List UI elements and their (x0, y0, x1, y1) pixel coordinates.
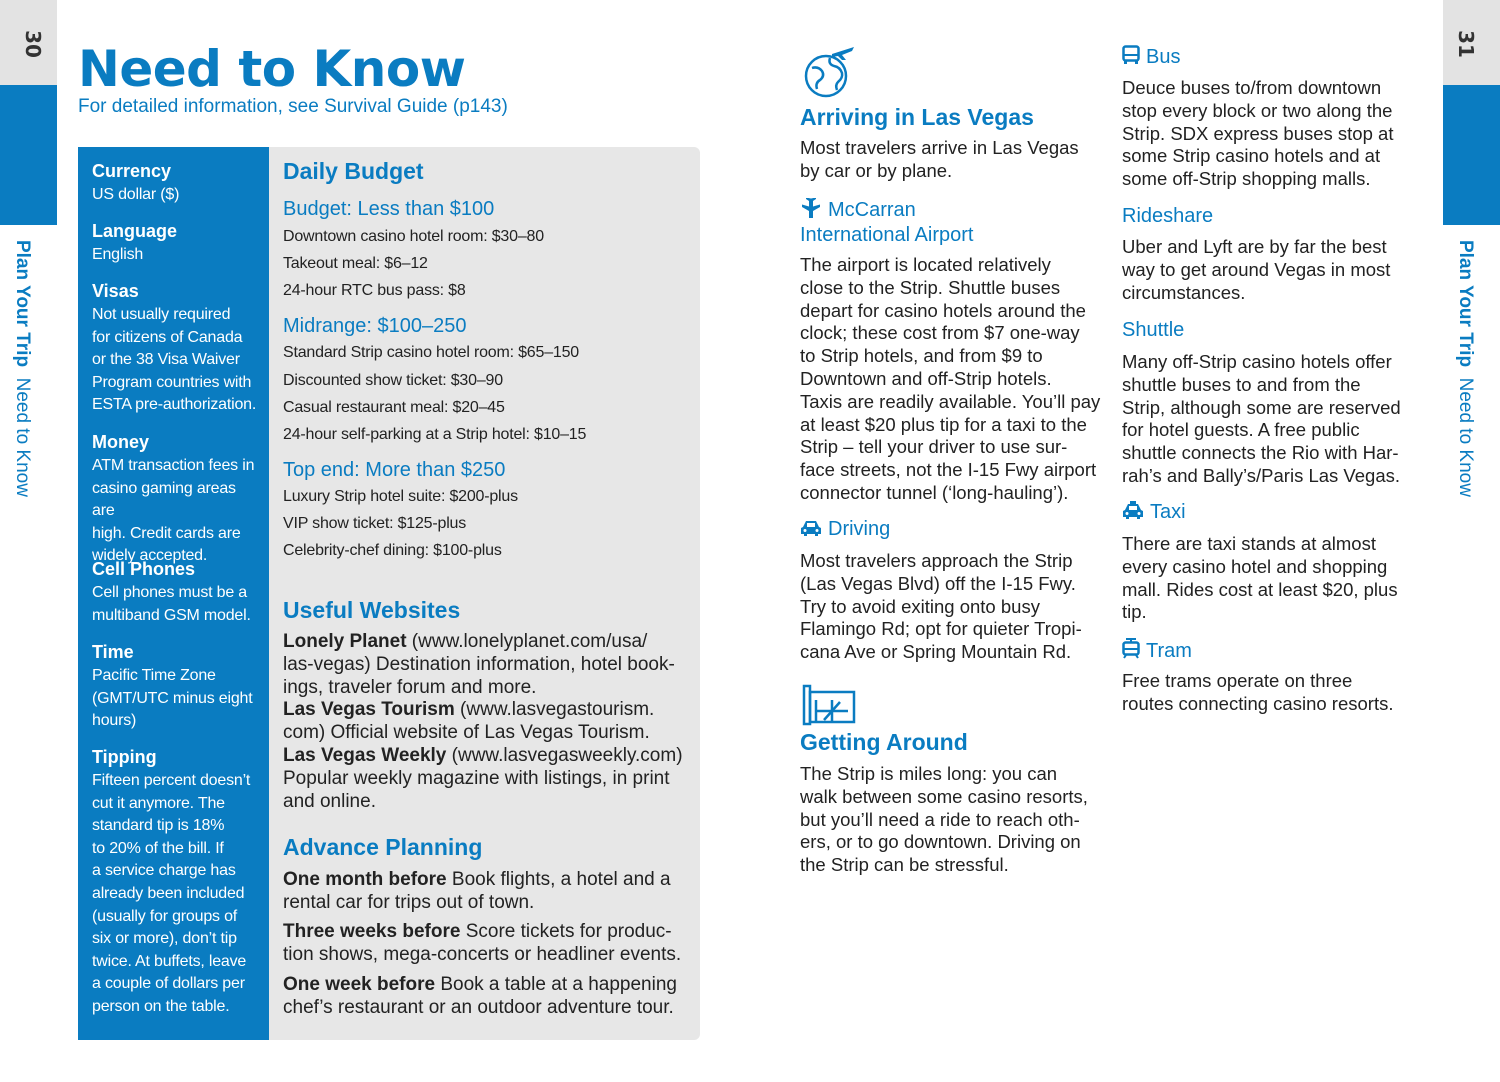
getting-around-heading: Getting Around (800, 729, 968, 755)
fact-cell-phones (92, 558, 262, 627)
budget-item: Luxury Strip hotel suite: $200-plus (283, 488, 518, 505)
right-side-label-light: Need to Know (1455, 377, 1476, 497)
planning-item: One month before Book flights, a hotel and a rental car for trips out of town. (283, 869, 671, 913)
budget-item: 24-hour self-parking at a Strip hotel: $10–15 (283, 426, 587, 443)
budget-tier-title: Budget: Less than $100 (283, 198, 495, 220)
arriving-text: Most travelers arrive in Las Vegas by car or by plane. (800, 137, 1079, 181)
fact-currency (92, 160, 262, 207)
planning-label: One month before (283, 869, 447, 890)
driving-text: Most travelers approach the Strip (Las Vegas Blvd) off the I-15 Fwy. Try to avoid exiting onto busy Flamingo Rd; opt for quieter Tropi- cana Ave or Spring Mountain Rd. (800, 550, 1082, 663)
airport-heading: McCarran International Airport (800, 199, 974, 246)
page-subtitle: For detailed information, see Survival Guide (p143) (78, 96, 508, 117)
budget-tier-title: Midrange: $100–250 (283, 315, 467, 337)
budget-item: Takeout meal: $6–12 (283, 255, 428, 272)
fact-text: Fifteen percent doesn’t cut it anymore. The standard tip is 18% to 20% of the bill. If a service charge has already been included (usually for groups of six or more), don’t tip twice. At buffets, leave a couple of dollars per person on the table. (92, 772, 251, 1015)
website-name: Lonely Planet (283, 631, 407, 652)
budget-item: Discounted show ticket: $30–90 (283, 372, 503, 389)
facts-sidebar (78, 147, 269, 1040)
transit-station-icon (802, 684, 856, 726)
fact-text: English (92, 246, 144, 263)
fact-heading: Tipping (92, 747, 157, 767)
taxi-icon (1122, 501, 1144, 520)
daily-budget-heading: Daily Budget (283, 158, 424, 184)
rideshare-text: Uber and Lyft are by far the best way to get around Vegas in most circumstances. (1122, 236, 1391, 303)
advance-planning-heading: Advance Planning (283, 834, 483, 860)
fact-heading: Time (92, 642, 134, 662)
fact-heading: Visas (92, 281, 139, 301)
left-page-number: 30 (20, 30, 45, 58)
right-page-number: 31 (1453, 30, 1478, 58)
budget-tier-title: Top end: More than $250 (283, 459, 506, 481)
tram-heading: Tram (1122, 638, 1192, 663)
car-icon (800, 519, 822, 537)
fact-heading: Language (92, 221, 178, 241)
budget-item: 24-hour RTC bus pass: $8 (283, 282, 466, 299)
shuttle-text: Many off-Strip casino hotels offer shuttle buses to and from the Strip, although some are reserved for hotel guests. A free public shuttle connects the Rio with Har- rah’s and Bally’s/Paris Las Vegas. (1122, 351, 1401, 486)
taxi-text: There are taxi stands at almost every casino hotel and shopping mall. Rides cost at least $20, plus tip. (1122, 533, 1398, 623)
left-side-label-light: Need to Know (12, 377, 33, 497)
fact-text: US dollar ($) (92, 186, 180, 203)
bus-text: Deuce buses to/from downtown stop every block or two along the Strip. SDX express buses stop at some Strip casino hotels and at some off-Strip shopping malls. (1122, 77, 1394, 190)
taxi-heading: Taxi (1122, 501, 1186, 524)
planning-item: Three weeks before Score tickets for produc- tion shows, mega-concerts or headliner events. (283, 921, 682, 965)
fact-text: ATM transaction fees in casino gaming areas are high. Credit cards are widely accepted. (92, 457, 255, 565)
websites-list: Lonely Planet (www.lonelyplanet.com/usa/ las-vegas) Destination information, hotel book- ings, traveler forum and more. Las Vegas Tourism (www.lasvegastourism. com) Official website of Las Vegas Tourism. Las Vegas Weekly (www.lasvegasweekly.com) Popular weekly magazine with listings, in print and online. (283, 631, 683, 812)
fact-language (92, 220, 262, 267)
left-side-tab-accent (0, 85, 57, 225)
budget-item: Casual restaurant meal: $20–45 (283, 399, 505, 416)
planning-label: One week before (283, 974, 436, 995)
website-name: Las Vegas Tourism (283, 699, 455, 721)
useful-websites-heading: Useful Websites (283, 597, 461, 623)
fact-heading: Cell Phones (92, 559, 196, 579)
fact-heading: Currency (92, 161, 172, 181)
fact-money (92, 431, 262, 568)
budget-item: Celebrity-chef dining: $100-plus (283, 542, 502, 559)
page-title: Need to Know (78, 40, 466, 98)
left-side-label-strong: Plan Your Trip (12, 240, 33, 368)
tram-icon (1122, 638, 1140, 659)
fact-text: Pacific Time Zone (GMT/UTC minus eight hours) (92, 667, 253, 730)
bus-icon (1122, 45, 1140, 65)
budget-item: Standard Strip casino hotel room: $65–150 (283, 344, 579, 361)
fact-tipping (92, 746, 262, 1019)
airport-text: The airport is located relatively close to the Strip. Shuttle buses depart for casino hotels around the clock; these cost from $7 one-way to Strip hotels, and from $9 to Downtown and off-Strip hotels. Taxis are readily available. You’ll pay at least $20 plus tip for a taxi to the Strip – tell your driver to use sur- face streets, not the I-15 Fwy airport connector tunnel (‘long-hauling’). (800, 254, 1101, 503)
website-name: Las Vegas Weekly (283, 744, 447, 766)
tram-text: Free trams operate on three routes connecting casino resorts. (1122, 670, 1394, 714)
budget-item: VIP show ticket: $125-plus (283, 515, 467, 532)
left-side-label (11, 240, 33, 497)
bus-heading: Bus (1122, 45, 1180, 69)
right-side-tab-accent (1443, 85, 1500, 225)
fact-heading: Money (92, 432, 150, 452)
fact-time (92, 641, 262, 733)
rideshare-heading: Rideshare (1122, 205, 1214, 227)
right-side-label (1454, 240, 1476, 497)
budget-item: Downtown casino hotel room: $30–80 (283, 228, 544, 245)
driving-heading: Driving (800, 518, 890, 541)
fact-visas (92, 280, 262, 417)
right-side-label-strong: Plan Your Trip (1455, 240, 1476, 368)
planning-item: One week before Book a table at a happening chef’s restaurant or an outdoor adventure tour. (283, 974, 677, 1018)
fact-text: Not usually required for citizens of Canada or the 38 Visa Waiver Program countries with ESTA pre-authorization. (92, 306, 257, 414)
arriving-heading: Arriving in Las Vegas (800, 104, 1034, 130)
airplane-icon (800, 198, 822, 218)
fact-text: Cell phones must be a multiband GSM model. (92, 584, 251, 624)
shuttle-heading: Shuttle (1122, 319, 1185, 341)
planning-label: Three weeks before (283, 921, 461, 942)
globe-plane-icon (802, 44, 858, 100)
getting-around-text: The Strip is miles long: you can walk between some casino resorts, but you’ll need a ride to reach oth- ers, or to go downtown. Driving on the Strip can be stressful. (800, 763, 1088, 876)
